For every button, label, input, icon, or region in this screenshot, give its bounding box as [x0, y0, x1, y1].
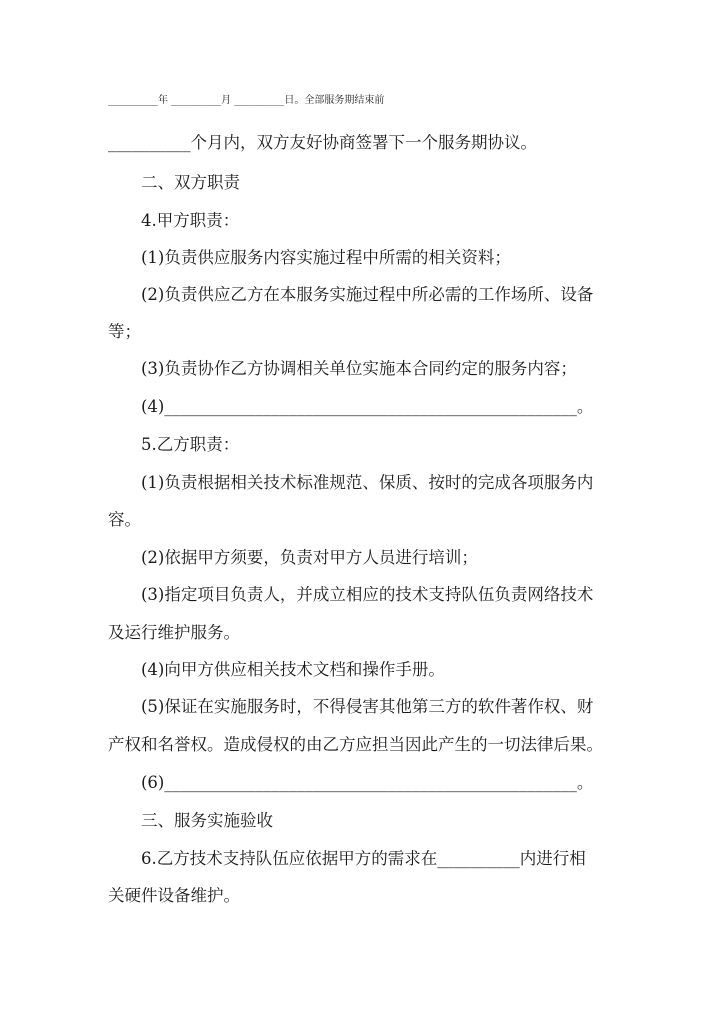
- text-line: (2)依据甲方须要，负责对甲方人员进行培训；: [141, 548, 478, 567]
- section-heading: 三、服务实施验收: [141, 811, 273, 830]
- text-line: __________个月内，双方友好协商签署下一个服务期协议。: [108, 133, 537, 152]
- text-line: (5)保证在实施服务时，不得侵害其他第三方的软件著作权、财: [141, 697, 594, 716]
- line-text: __________年 __________月 __________日。全部服务期结束前: [108, 95, 385, 106]
- clause-heading: 5.乙方职责：: [141, 435, 240, 454]
- clause-heading: 4.甲方职责：: [141, 211, 240, 230]
- text-line: (6)__________________________________________________。: [141, 773, 594, 792]
- text-line: (3)负责协作乙方协调相关单位实施本合同约定的服务内容；: [141, 359, 577, 378]
- text-line: (1)负责根据相关技术标准规范、保质、按时的完成各项服务内: [141, 473, 594, 492]
- text-line: 6.乙方技术支持队伍应依据甲方的需求在__________内进行相: [141, 849, 586, 868]
- text-line: (1)负责供应服务内容实施过程中所需的相关资料；: [141, 248, 511, 267]
- text-line: [108, 96, 613, 106]
- text-line: 关硬件设备维护。: [108, 886, 240, 905]
- text-line: 等；: [108, 322, 141, 341]
- section-heading: 二、双方职责: [141, 173, 240, 192]
- text-line: 容。: [108, 510, 141, 529]
- text-line: (3)指定项目负责人，并成立相应的技术支持队伍负责网络技术: [141, 585, 594, 604]
- text-line: (4)__________________________________________________。: [141, 397, 594, 416]
- text-line: 及运行维护服务。: [108, 623, 240, 642]
- text-line: 产权和名誉权。造成侵权的由乙方应担当因此产生的一切法律后果。: [108, 735, 603, 754]
- text-line: (4)向甲方供应相关技术文档和操作手册。: [141, 660, 445, 679]
- text-line: (2)负责供应乙方在本服务实施过程中所必需的工作场所、设备: [141, 285, 594, 304]
